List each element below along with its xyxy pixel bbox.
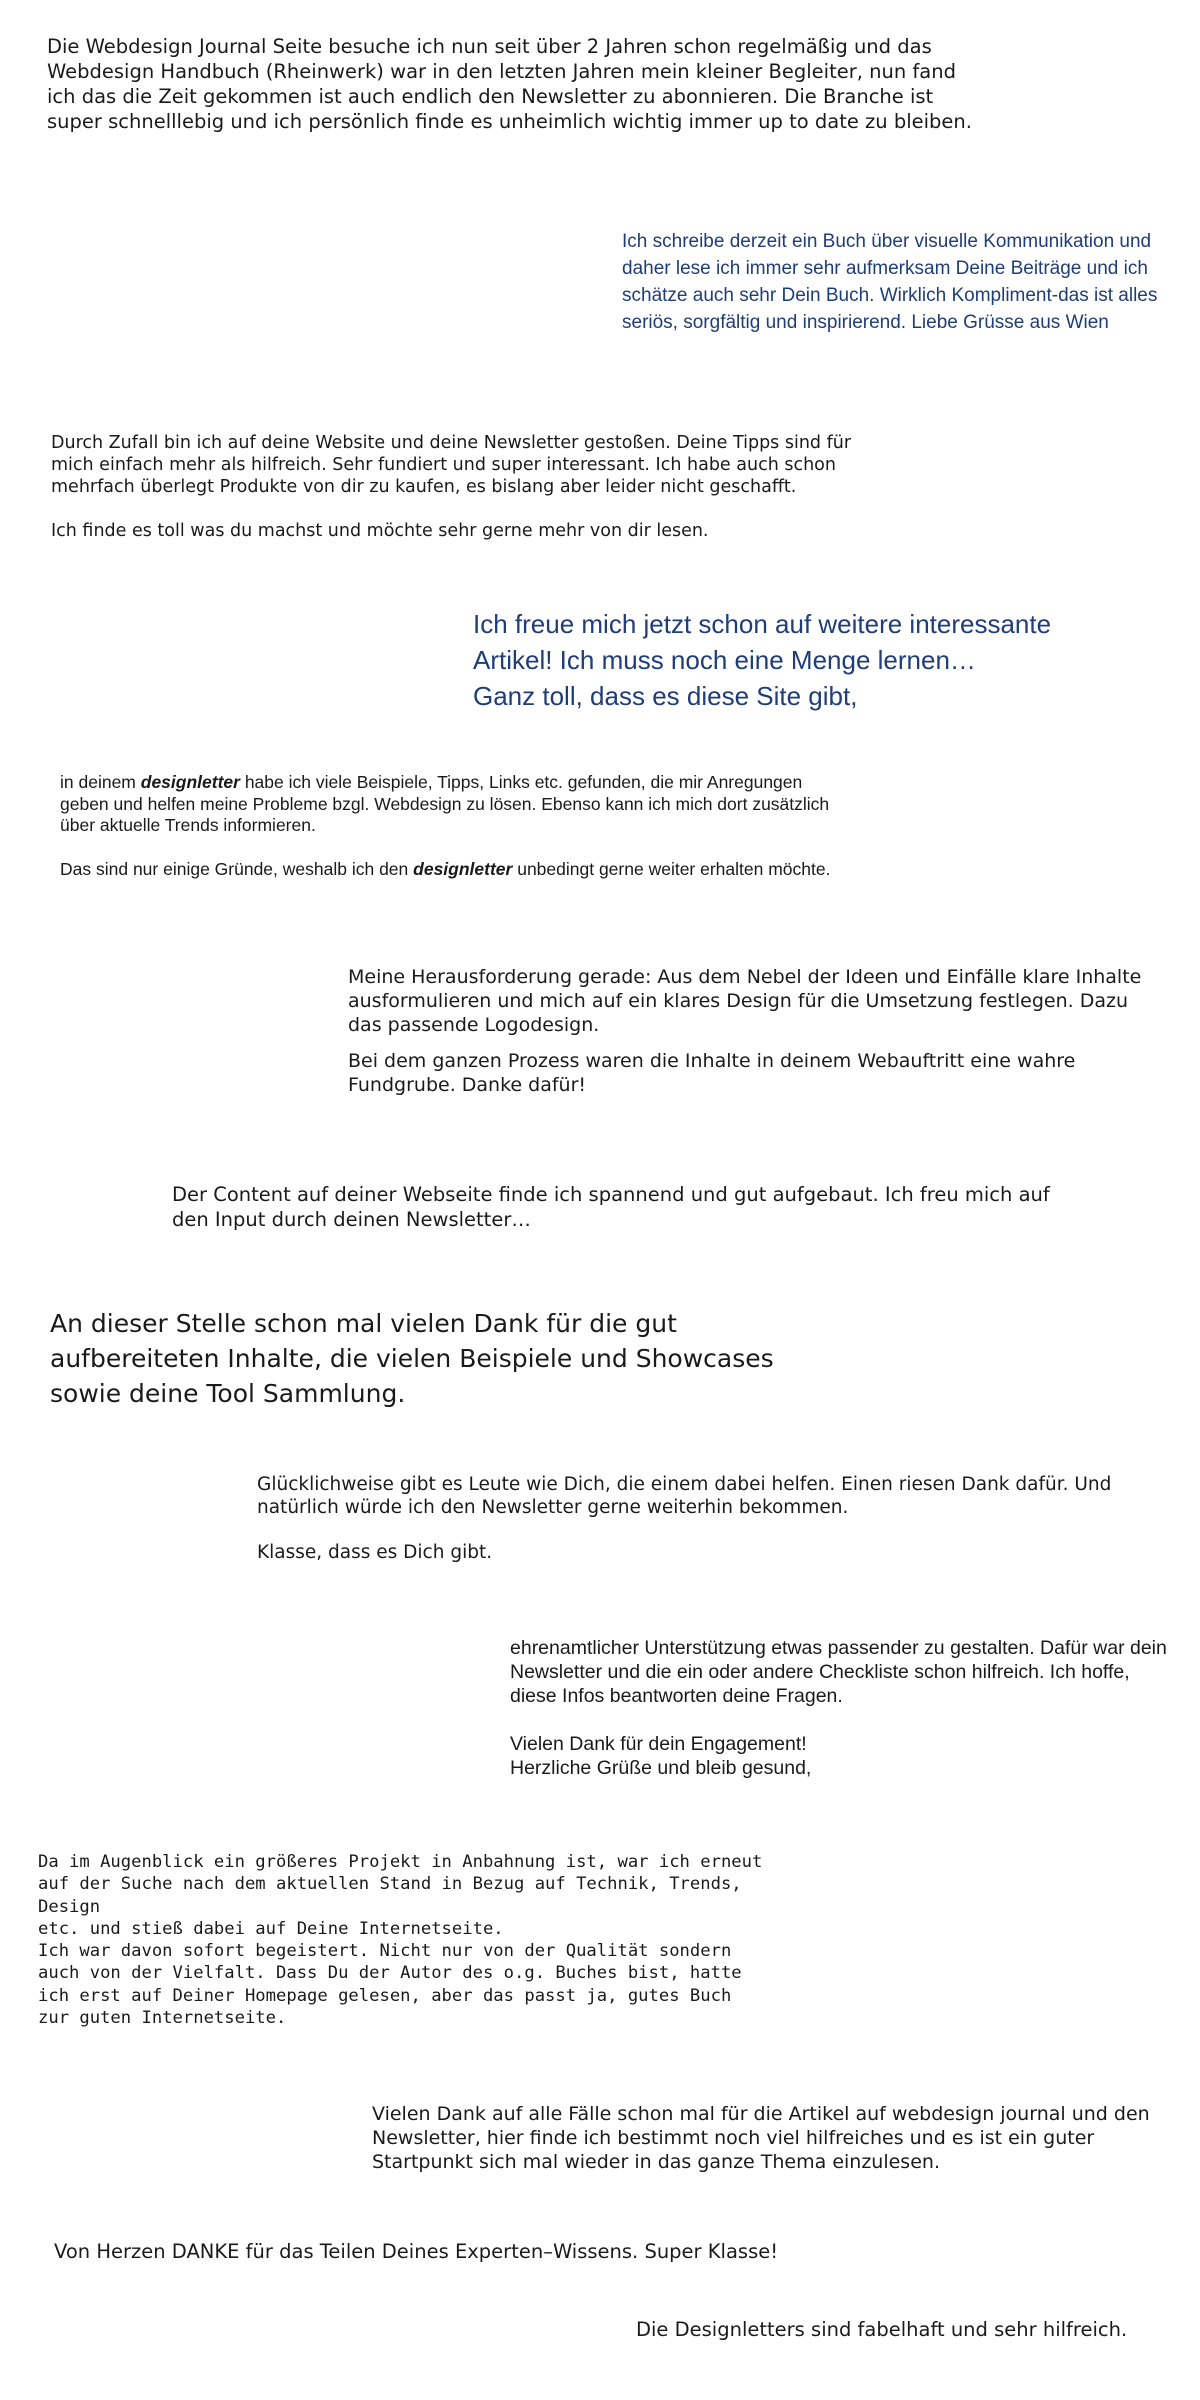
text-after-brand: unbedingt gerne weiter erhalten möchte. <box>512 858 831 879</box>
testimonial-line: Design <box>38 1896 101 1917</box>
testimonial-groesseres-projekt <box>38 1851 868 2029</box>
testimonial-freue-mich <box>473 606 1173 714</box>
testimonial-line: etc. und stieß dabei auf Deine Internetseite. <box>38 1918 504 1939</box>
testimonial-text: Der Content auf deiner Webseite finde ich spannend und gut aufgebaut. Ich freu mich auf den Input durch deinen Newsletter… <box>172 1183 1050 1231</box>
testimonial-text: Die Designletters sind fabelhaft und sehr hilfreich. <box>636 2318 1128 2341</box>
testimonial-paragraph-1: Durch Zufall bin ich auf deine Website und deine Newsletter gestoßen. Deine Tipps sind für mich einfach mehr als hilfreich. Sehr fundiert und super interessant. Ich habe auch schon mehrfach überlegt Produkte von dir zu kaufen, es bislang aber leider nicht geschafft. <box>51 433 852 497</box>
testimonial-paragraph-2: Klasse, dass es Dich gibt. <box>257 1542 493 1563</box>
testimonial-line-1: Vielen Dank für dein Engagement! <box>510 1733 807 1755</box>
testimonial-paragraph-2: Ich finde es toll was du machst und möchte sehr gerne mehr von dir lesen. <box>51 521 709 541</box>
testimonial-paragraph-1: ehrenamtlicher Unterstützung etwas passender zu gestalten. Dafür war dein Newsletter und die ein oder andere Checkliste schon hilfreich. Ich hoffe, diese Infos beantworten deine Fragen. <box>510 1637 1167 1707</box>
testimonial-webdesign-journal-artikel <box>372 2102 1180 2174</box>
testimonial-text: Vielen Dank auf alle Fälle schon mal für die Artikel auf webdesign journal und den Newsletter, hier finde ich bestimmt noch viel hilfreiches und es ist ein guter Startpunkt sich mal wieder in das ganze Thema einzulesen. <box>372 2103 1150 2173</box>
testimonial-text: Ich schreibe derzeit ein Buch über visuelle Kommunikation und daher lese ich immer sehr aufmerksam Deine Beiträge und ich schätze auch sehr Dein Buch. Wirklich Kompliment-das ist alles seriös, sorgfältig und inspirierend. Liebe Grüsse aus Wien <box>622 231 1158 333</box>
testimonial-line-2: Herzliche Grüße und bleib gesund, <box>510 1757 812 1779</box>
testimonial-ehrenamtlich <box>510 1636 1170 1780</box>
testimonial-designletters-fabelhaft <box>636 2318 1176 2342</box>
testimonial-von-herzen-danke <box>54 2240 954 2264</box>
testimonial-vielen-dank <box>50 1306 850 1411</box>
testimonial-paragraph-1: Glücklichweise gibt es Leute wie Dich, die einem dabei helfen. Einen riesen Dank dafür. Und natürlich würde ich den Newsletter gerne weiterhin bekommen. <box>257 1474 1112 1518</box>
testimonial-paragraph-1: Meine Herausforderung gerade: Aus dem Nebel der Ideen und Einfälle klare Inhalte ausformulieren und mich auf ein klares Design für die Umsetzung festlegen. Dazu das passende Logodesign. <box>348 966 1142 1036</box>
testimonial-paragraph-1 <box>60 772 850 837</box>
testimonial-herausforderung <box>348 965 1158 1097</box>
text-before-brand: Das sind nur einige Gründe, weshalb ich den <box>60 858 414 879</box>
testimonial-text: An dieser Stelle schon mal vielen Dank für die gut aufbereiteten Inhalte, die vielen Beispiele und Showcases sowie deine Tool Sammlung. <box>50 1309 774 1408</box>
testimonial-gluecklicherweise <box>257 1473 1137 1564</box>
testimonial-durch-zufall <box>51 432 881 542</box>
testimonial-paragraph-2 <box>60 859 850 881</box>
testimonial-text: Von Herzen DANKE für das Teilen Deines Experten–Wissens. Super Klasse! <box>54 2240 779 2263</box>
testimonial-designletter <box>60 772 850 880</box>
text-before-brand: in deinem <box>60 772 141 792</box>
testimonial-line-3: Ganz toll, dass es diese Site gibt, <box>473 681 858 711</box>
testimonial-line: ich erst auf Deiner Homepage gelesen, aber das passt ja, gutes Buch <box>38 1985 732 2006</box>
testimonial-line: Ich war davon sofort begeistert. Nicht nur von der Qualität sondern <box>38 1941 732 1962</box>
testimonial-content-webseite <box>172 1182 1092 1232</box>
testimonial-line: zur guten Internetseite. <box>38 2008 287 2029</box>
testimonial-line: auf der Suche nach dem aktuellen Stand in Bezug auf Technik, Trends, <box>38 1874 742 1895</box>
testimonial-webdesign-journal <box>47 34 987 134</box>
brand-name: designletter <box>413 858 513 879</box>
testimonial-line-2: Artikel! Ich muss noch eine Menge lernen… <box>473 645 976 675</box>
testimonial-line: auch von der Vielfalt. Dass Du der Autor des o.g. Buches bist, hatte <box>38 1963 742 1984</box>
testimonial-line: Da im Augenblick ein größeres Projekt in Anbahnung ist, war ich erneut <box>38 1852 763 1872</box>
text-after-brand: habe ich viele Beispiele, Tipps, Links etc. gefunden, die mir Anregungen geben und helfen meine Probleme bzgl. Webdesign zu lösen. Ebenso kann ich mich dort zusätzlich über aktuelle Trends informieren. <box>60 772 830 835</box>
brand-name: designletter <box>140 772 240 792</box>
testimonial-buch-visuelle-kommunikation <box>622 228 1170 336</box>
testimonial-line-1: Ich freue mich jetzt schon auf weitere interessante <box>473 609 1052 639</box>
testimonial-text: Die Webdesign Journal Seite besuche ich nun seit über 2 Jahren schon regelmäßig und das Webdesign Handbuch (Rheinwerk) war in den letzten Jahren mein kleiner Begleiter, nun fand ich das die Zeit gekommen ist auch endlich den Newsletter zu abonnieren. Die Branche ist super schnelllebig und ich persönlich finde es unheimlich wichtig immer up to date zu bleiben. <box>47 35 972 133</box>
testimonial-paragraph-2: Bei dem ganzen Prozess waren die Inhalte in deinem Webauftritt eine wahre Fundgrube. Danke dafür! <box>348 1050 1076 1096</box>
